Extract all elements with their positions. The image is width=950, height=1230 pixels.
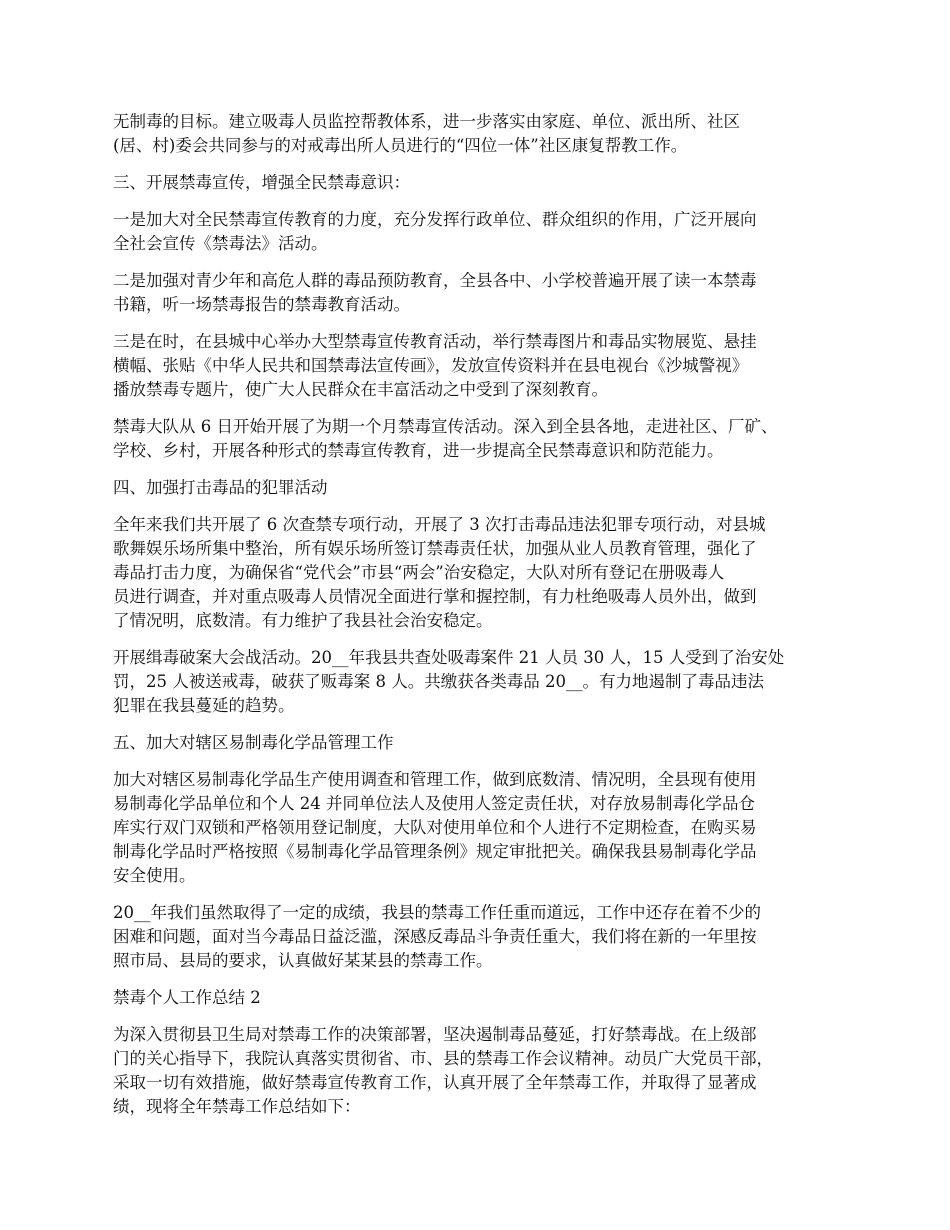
- text-line: 开展缉毒破案大会战活动。20__年我县共查处吸毒案件 21 人员 30 人，15 人受到了治安处: [113, 648, 785, 667]
- paragraph-6: [113, 415, 848, 463]
- text-line: 一是加大对全民禁毒宣传教育的力度，充分发挥行政单位、群众组织的作用，广泛开展向: [113, 210, 757, 229]
- text-line: 禁毒大队从 6 日开始开展了为期一个月禁毒宣传活动。深入到全县各地，走进社区、厂矿、: [113, 417, 778, 436]
- text-line: 禁毒个人工作总结 2: [113, 988, 261, 1007]
- text-line: (居、村)委会共同参与的对戒毒出所人员进行的“四位一体”社区康复帮教工作。: [113, 136, 688, 155]
- text-line: 采取一切有效措施，做好禁毒宣传教育工作，认真开展了全年禁毒工作，并取得了显著成: [113, 1073, 757, 1092]
- text-line: 制毒化学品时严格按照《易制毒化学品管理条例》规定审批把关。确保我县易制毒化学品: [113, 842, 757, 861]
- text-line: 犯罪在我县蔓延的趋势。: [113, 696, 295, 715]
- text-line: 20__年我们虽然取得了一定的成绩，我县的禁毒工作任重而道远，工作中还存在着不少的: [113, 903, 761, 922]
- text-line: 三、开展禁毒宣传，增强全民禁毒意识：: [113, 173, 410, 192]
- paragraph-11: [113, 768, 848, 888]
- text-line: 全年来我们共开展了 6 次查禁专项行动，开展了 3 次打击毒品违法犯罪专项行动，对县城: [113, 515, 766, 534]
- text-line: 三是在时，在县城中心举办大型禁毒宣传教育活动，举行禁毒图片和毒品实物展览、悬挂: [113, 332, 757, 351]
- paragraph-1: [113, 110, 848, 158]
- text-line: 歌舞娱乐场所集中整治，所有娱乐场所签订禁毒责任状，加强从业人员教育管理，强化了: [113, 539, 757, 558]
- paragraph-9: [113, 646, 848, 718]
- text-line: 四、加强打击毒品的犯罪活动: [113, 478, 328, 497]
- text-line: 易制毒化学品单位和个人 24 并同单位法人及使用人签定责任状，对存放易制毒化学品仓: [113, 794, 755, 813]
- text-line: 绩，现将全年禁毒工作总结如下：: [113, 1097, 361, 1116]
- text-line: 全社会宣传《禁毒法》活动。: [113, 234, 328, 253]
- text-line: 门的关心指导下，我院认真落实贯彻省、市、县的禁毒工作会议精神。动员广大党员干部，: [113, 1049, 773, 1068]
- paragraph-14: [113, 1023, 848, 1119]
- text-line: 无制毒的目标。建立吸毒人员监控帮教体系，进一步落实由家庭、单位、派出所、社区: [113, 112, 740, 131]
- text-line: 为深入贯彻县卫生局对禁毒工作的决策部署，坚决遏制毒品蔓延，打好禁毒战。在上级部: [113, 1025, 757, 1044]
- text-line: 安全使用。: [113, 866, 196, 885]
- paragraph-3: [113, 208, 848, 256]
- paragraph-8: [113, 513, 848, 633]
- text-line: 加大对辖区易制毒化学品生产使用调查和管理工作，做到底数清、情况明，全县现有使用: [113, 770, 757, 789]
- section-heading-3: [113, 171, 848, 195]
- section-heading-4: [113, 476, 848, 500]
- text-line: 二是加强对青少年和高危人群的毒品预防教育，全县各中、小学校普遍开展了读一本禁毒: [113, 271, 757, 290]
- text-line: 罚，25 人被送戒毒，破获了贩毒案 8 人。共缴获各类毒品 20__。有力地遏制了毒品违法: [113, 672, 764, 691]
- text-line: 五、加大对辖区易制毒化学品管理工作: [113, 733, 394, 752]
- section-heading-5: [113, 731, 848, 755]
- text-line: 书籍，听一场禁毒报告的禁毒教育活动。: [113, 295, 410, 314]
- paragraph-5: [113, 330, 848, 402]
- document-body: [113, 110, 848, 1132]
- text-line: 了情况明，底数清。有力维护了我县社会治安稳定。: [113, 611, 493, 630]
- text-line: 库实行双门双锁和严格领用登记制度，大队对使用单位和个人进行不定期检查，在购买易: [113, 818, 757, 837]
- text-line: 学校、乡村，开展各种形式的禁毒宣传教育，进一步提高全民禁毒意识和防范能力。: [113, 441, 724, 460]
- text-line: 播放禁毒专题片，使广大人民群众在丰富活动之中受到了深刻教育。: [113, 380, 608, 399]
- section-title-summary-2: [113, 986, 848, 1010]
- text-line: 横幅、张贴《中华人民共和国禁毒法宣传画》，发放宣传资料并在县电视台《沙城警视》: [113, 356, 749, 375]
- text-line: 员进行调查，并对重点吸毒人员情况全面进行掌和握控制，有力杜绝吸毒人员外出，做到: [113, 587, 757, 606]
- paragraph-4: [113, 269, 848, 317]
- text-line: 照市局、县局的要求，认真做好某某县的禁毒工作。: [113, 951, 493, 970]
- text-line: 毒品打击力度，为确保省“党代会”市县“两会”治安稳定，大队对所有登记在册吸毒人: [113, 563, 725, 582]
- text-line: 困难和问题，面对当今毒品日益泛滥，深感反毒品斗争责任重大，我们将在新的一年里按: [113, 927, 757, 946]
- paragraph-12: [113, 901, 848, 973]
